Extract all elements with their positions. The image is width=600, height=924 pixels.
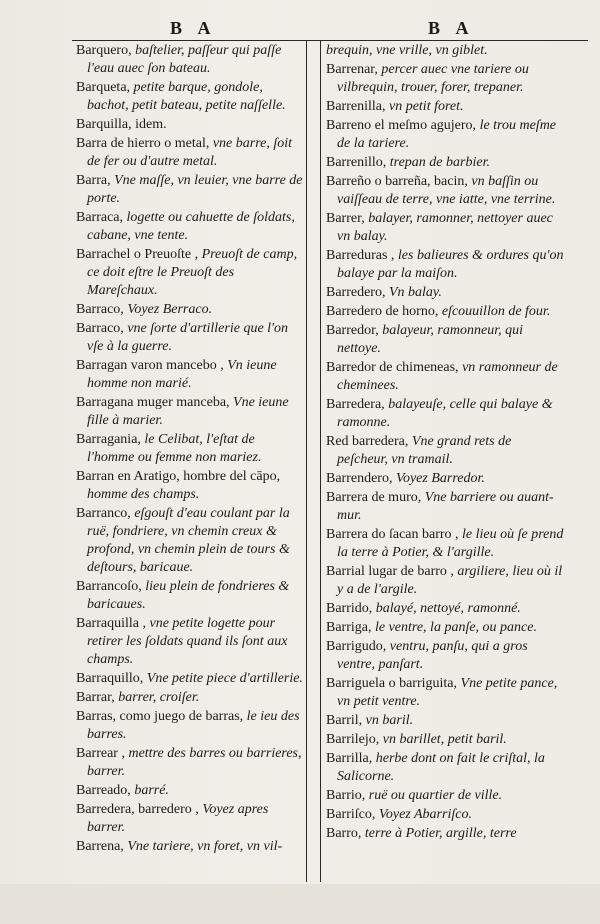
entry-definition: Vne barriere ou auant-mur. bbox=[337, 490, 554, 523]
page-bottom-margin bbox=[0, 884, 600, 924]
entry-definition: balayé, nettoyé, ramonné. bbox=[372, 601, 521, 616]
entry-headword: Barras, como juego de barras, bbox=[76, 709, 244, 724]
entry-definition: vne petite logette pour retirer les ſoldats quand ils ſont aux champs. bbox=[87, 616, 288, 667]
entry-definition: le ieu des barres. bbox=[87, 709, 300, 742]
entry-headword: Barrilejo, bbox=[326, 732, 380, 747]
entry-definition: baſtelier, paſſeur qui paſſe l'eau auec ſon bateau. bbox=[87, 43, 282, 76]
entry-headword: Barrenillo, bbox=[326, 155, 387, 170]
entry-headword: Barredero de horno, bbox=[326, 304, 439, 319]
entry-definition: vn petit foret. bbox=[385, 99, 464, 114]
entry-headword: Barriga, bbox=[326, 620, 372, 635]
entry-headword: Barreado, bbox=[76, 783, 131, 798]
entry-definition: Voyez Berraco. bbox=[123, 302, 213, 317]
entry-headword: Barrido, bbox=[326, 601, 373, 616]
entry-headword: Barredor de chimeneas, bbox=[326, 360, 459, 375]
entry-headword: Barraquillo, bbox=[76, 671, 144, 686]
dictionary-entry bbox=[326, 470, 564, 488]
entry-definition: Vn balay. bbox=[385, 285, 442, 300]
entry-headword: Barrendero, bbox=[326, 471, 393, 486]
entry-definition: le lieu où ſe prend la terre à Potier, & l'argille. bbox=[337, 527, 564, 560]
entry-definition: Vne petite pance, vn petit ventre. bbox=[337, 676, 558, 709]
entry-definition: eſgouſt d'eau coulant par la ruë, fondriere, vn chemin creux & profond, vn chemin plein de tours & deſtours, baricaue. bbox=[87, 506, 290, 575]
entry-definition: Vne maſſe, vn leuier, vne barre de porte. bbox=[87, 173, 303, 206]
entry-headword: Barreno el meſmo agujero, bbox=[326, 118, 477, 133]
dictionary-entry bbox=[326, 825, 564, 843]
entry-headword: Barquero, bbox=[76, 43, 132, 58]
entry-headword: Barra de hierro o metal, bbox=[76, 136, 210, 151]
entry-headword: Barragana muger manceba, bbox=[76, 395, 230, 410]
column-divider bbox=[306, 40, 307, 882]
entry-definition: balayeur, ramonneur, qui nettoye. bbox=[337, 323, 523, 356]
dictionary-entry bbox=[326, 154, 564, 172]
dictionary-entry bbox=[76, 394, 304, 430]
dictionary-entry bbox=[326, 731, 564, 749]
entry-headword: Barraquilla , bbox=[76, 616, 146, 631]
entry-definition: herbe dont on fait le criſtal, la Salicorne. bbox=[337, 751, 545, 784]
dictionary-entry bbox=[326, 619, 564, 637]
entry-headword: Barredor, bbox=[326, 323, 379, 338]
dictionary-entry bbox=[326, 210, 564, 246]
entry-headword: Barragan varon mancebo , bbox=[76, 358, 224, 373]
dictionary-entry bbox=[326, 489, 564, 525]
entry-definition: barré. bbox=[130, 783, 169, 798]
entry-definition: le Celibat, l'eſtat de l'homme ou femme non mariez. bbox=[87, 432, 262, 465]
dictionary-entry bbox=[326, 61, 564, 97]
dictionary-entry bbox=[326, 359, 564, 395]
entry-headword: Barrear , bbox=[76, 746, 125, 761]
dictionary-entry bbox=[326, 563, 564, 599]
entry-headword: Red barredera, bbox=[326, 434, 409, 449]
dictionary-entry bbox=[76, 745, 304, 781]
entry-definition: Vne grand rets de peſcheur, vn tramail. bbox=[337, 434, 512, 467]
entry-headword: Barraco, bbox=[76, 321, 124, 336]
entry-definition: Voyez Abarriſco. bbox=[375, 807, 472, 822]
dictionary-entry bbox=[326, 600, 564, 618]
entry-headword: Barraca, bbox=[76, 210, 124, 225]
entry-definition: vn baril. bbox=[362, 713, 414, 728]
dictionary-entry bbox=[76, 801, 304, 837]
dictionary-entry bbox=[326, 322, 564, 358]
entry-definition: Vn ieune homme non marié. bbox=[87, 358, 277, 391]
dictionary-entry bbox=[326, 675, 564, 711]
entry-definition: ruë ou quartier de ville. bbox=[365, 788, 503, 803]
entry-definition: mettre des barres ou barrieres, barrer. bbox=[87, 746, 302, 779]
entry-headword: Barragania, bbox=[76, 432, 141, 447]
dictionary-entry bbox=[76, 301, 304, 319]
entry-definition: Voyez Barredor. bbox=[392, 471, 485, 486]
entry-headword: Barreduras , bbox=[326, 248, 395, 263]
entry-headword: Barran en Aratigo, hombre del cāpo, bbox=[76, 469, 281, 484]
dictionary-entry bbox=[326, 750, 564, 786]
entry-definition: les balieures & ordures qu'on balaye par la maiſon. bbox=[337, 248, 564, 281]
entry-headword: Barreño o barreña, bacin, bbox=[326, 174, 468, 189]
header-rule bbox=[72, 40, 588, 41]
dictionary-entry bbox=[326, 806, 564, 824]
entry-headword: Barrera do ſacan barro , bbox=[326, 527, 459, 542]
dictionary-entry bbox=[326, 284, 564, 302]
entry-definition: petite barque, gondole, bachot, petit bateau, petite naſſelle. bbox=[87, 80, 286, 113]
dictionary-entry bbox=[326, 247, 564, 283]
dictionary-entry bbox=[76, 782, 304, 800]
entry-definition: Voyez apres barrer. bbox=[87, 802, 269, 835]
dictionary-entry bbox=[76, 578, 304, 614]
entry-headword: Barredera, barredero , bbox=[76, 802, 199, 817]
entry-headword: Barril, bbox=[326, 713, 363, 728]
dictionary-entry bbox=[326, 787, 564, 805]
dictionary-entry bbox=[76, 135, 304, 171]
entry-definition: terre à Potier, argille, terre bbox=[361, 826, 517, 841]
entry-definition: Vne tariere, vn foret, vn vil- bbox=[123, 839, 283, 854]
entry-definition: vne barre, ſoit de fer ou d'autre metal. bbox=[87, 136, 293, 169]
entry-headword: Barro, bbox=[326, 826, 362, 841]
entry-definition: balayer, ramonner, nettoyer auec vn balay. bbox=[337, 211, 553, 244]
dictionary-entry bbox=[76, 246, 304, 300]
entry-headword: Barriſco, bbox=[326, 807, 376, 822]
entry-definition: ventru, panſu, qui a gros ventre, panſart. bbox=[337, 639, 528, 672]
dictionary-entry bbox=[76, 116, 304, 134]
dictionary-entry bbox=[76, 431, 304, 467]
entry-headword: Barrenilla, bbox=[326, 99, 386, 114]
running-head-left: B A bbox=[170, 18, 217, 38]
entry-definition: vne ſorte d'artillerie que l'on vſe à la guerre. bbox=[87, 321, 289, 354]
entry-definition: vn ramonneur de cheminees. bbox=[337, 360, 558, 393]
running-head-right: B A bbox=[428, 18, 475, 38]
entry-definition: trepan de barbier. bbox=[386, 155, 490, 170]
entry-headword: Barriguela o barriguita, bbox=[326, 676, 458, 691]
entry-headword: Barra, bbox=[76, 173, 111, 188]
entry-headword: Barrer, bbox=[326, 211, 365, 226]
left-column bbox=[76, 42, 304, 857]
entry-definition: barrer, croiſer. bbox=[114, 690, 200, 705]
entry-headword: Barrio, bbox=[326, 788, 366, 803]
entry-definition: argiliere, lieu où il y a de l'argile. bbox=[337, 564, 563, 597]
dictionary-entry bbox=[76, 708, 304, 744]
right-column bbox=[326, 42, 564, 844]
entry-headword: Barredera, bbox=[326, 397, 385, 412]
dictionary-entry bbox=[76, 670, 304, 688]
dictionary-entry bbox=[76, 42, 304, 78]
entry-definition: Vne ieune fille à marier. bbox=[87, 395, 289, 428]
dictionary-entry bbox=[326, 42, 564, 60]
entry-headword: Barrial lugar de barro , bbox=[326, 564, 454, 579]
entry-definition: vn barillet, petit baril. bbox=[379, 732, 507, 747]
dictionary-entry bbox=[326, 173, 564, 209]
dictionary-entry bbox=[76, 468, 304, 504]
dictionary-entry bbox=[76, 209, 304, 245]
entry-definition: vn baſſin ou vaiſſeau de terre, vne iatte, vne terrine. bbox=[337, 174, 556, 207]
column-divider bbox=[320, 40, 321, 882]
entry-definition: Vne petite piece d'artillerie. bbox=[143, 671, 303, 686]
entry-definition: brequin, vne vrille, vn giblet. bbox=[326, 43, 488, 58]
entry-definition: eſcouuillon de four. bbox=[438, 304, 551, 319]
dictionary-entry bbox=[76, 838, 304, 856]
entry-definition: percer auec vne tariere ou vilbrequin, trouer, forer, trepaner. bbox=[337, 62, 529, 95]
entry-definition: le trou meſme de la tariere. bbox=[337, 118, 557, 151]
entry-headword: Barrachel o Preuoſte , bbox=[76, 247, 199, 262]
entry-headword: Barraco, bbox=[76, 302, 124, 317]
dictionary-entry bbox=[76, 79, 304, 115]
entry-headword: Barranco, bbox=[76, 506, 131, 521]
dictionary-entry bbox=[326, 712, 564, 730]
dictionary-entry bbox=[326, 433, 564, 469]
entry-headword: Barrera de muro, bbox=[326, 490, 422, 505]
entry-headword: Barrigudo, bbox=[326, 639, 387, 654]
entry-headword: Barrenar, bbox=[326, 62, 378, 77]
entry-headword: Barrancoſo, bbox=[76, 579, 142, 594]
entry-definition: homme des champs. bbox=[87, 487, 200, 502]
dictionary-entry bbox=[76, 357, 304, 393]
entry-definition: Preuoſt de camp, ce doit eſtre le Preuoſt des Mareſchaux. bbox=[87, 247, 298, 298]
dictionary-entry bbox=[326, 638, 564, 674]
dictionary-entry bbox=[76, 689, 304, 707]
entry-headword: Barrilla, bbox=[326, 751, 373, 766]
entry-headword: Barrena, bbox=[76, 839, 124, 854]
dictionary-entry bbox=[326, 303, 564, 321]
entry-definition: logette ou cahuette de ſoldats, cabane, vne tente. bbox=[87, 210, 295, 243]
dictionary-entry bbox=[326, 117, 564, 153]
entry-definition: le ventre, la panſe, ou pance. bbox=[371, 620, 537, 635]
dictionary-entry bbox=[326, 526, 564, 562]
dictionary-entry bbox=[76, 505, 304, 577]
dictionary-entry bbox=[76, 320, 304, 356]
dictionary-entry bbox=[326, 396, 564, 432]
entry-definition: balayeuſe, celle qui balaye & ramonne. bbox=[337, 397, 553, 430]
entry-definition: lieu plein de fondrieres & baricaues. bbox=[87, 579, 290, 612]
entry-headword: Barredero, bbox=[326, 285, 386, 300]
dictionary-entry bbox=[76, 172, 304, 208]
dictionary-entry bbox=[76, 615, 304, 669]
entry-headword: Barrar, bbox=[76, 690, 115, 705]
dictionary-entry bbox=[326, 98, 564, 116]
entry-headword: Barqueta, bbox=[76, 80, 131, 95]
entry-headword: Barquilla, idem. bbox=[76, 117, 167, 132]
